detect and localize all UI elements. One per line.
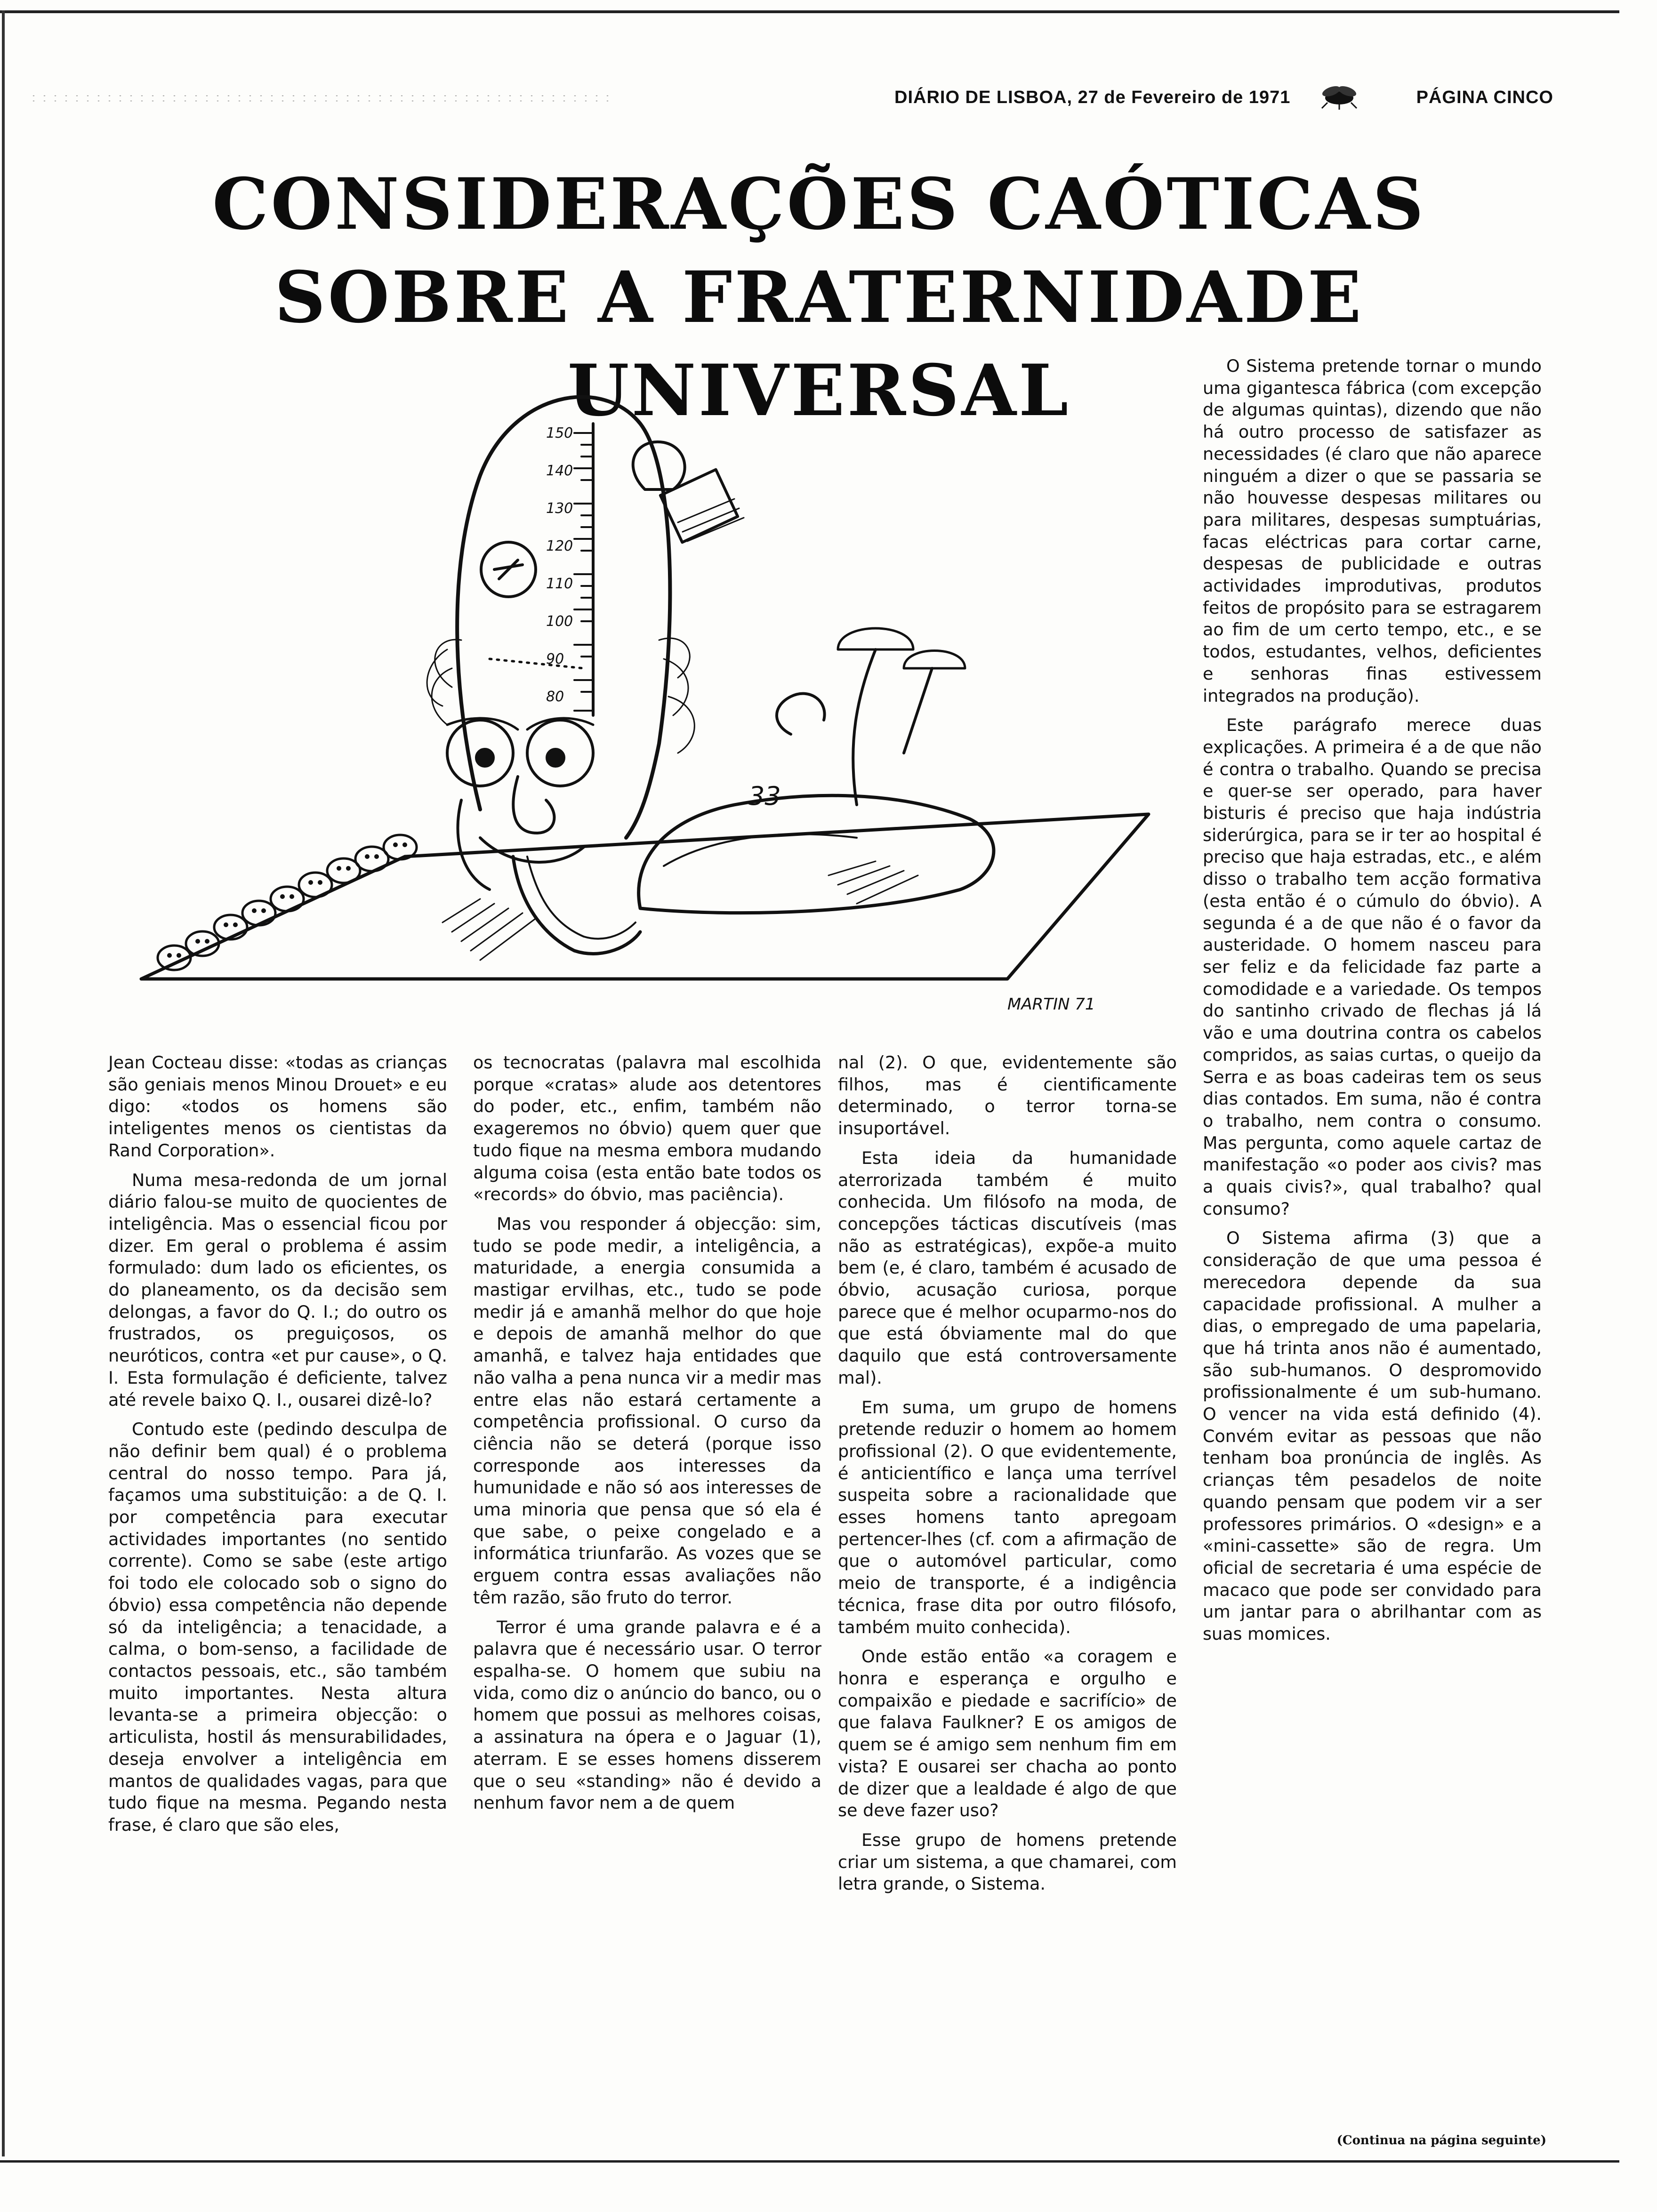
artist-signature: MARTIN 71 <box>1007 995 1095 1014</box>
paragraph: Jean Cocteau disse: «todas as crianças são geniais menos Minou Drouet» e eu digo: «todos os homens são inteligentes menos os cientistas da Rand Corporation». <box>108 1052 447 1161</box>
publication-dateline: DIÁRIO DE LISBOA, 27 de Fevereiro de 1971 <box>894 88 1291 107</box>
paragraph: O Sistema pretende tornar o mundo uma gigantesca fábrica (com excepção de algumas quintas), dizendo que não há outro processo de satisfazer as necessidades (é claro que não aparece ninguém a dizer o que se passaria se não houvesse despesas militares ou para militares, despesas sumptuárias, facas eléctricas para cortar carne, despesas de publicidade e outras actividades improdutivas, produtos feitos de propósito para se estragarem ao fim de um certo tempo, etc., e se todos, estudantes, velhos, deficientes e senhoras finas estivessem integrados na produção). <box>1203 356 1542 706</box>
caricature-drawing <box>122 367 1167 1026</box>
ruler-mark: 90 <box>546 651 564 667</box>
article-column-1 <box>108 1052 447 1836</box>
ruler-mark: 100 <box>546 613 573 630</box>
paragraph: os tecnocratas (palavra mal escolhida porque «cratas» alude aos detentores do poder, etc., enfim, também não exageremos no óbvio) quem quer que tudo fique na mesma embora mudando alguma coisa (esta então bate todos os «records» do óbvio, mas paciência). <box>473 1052 821 1205</box>
article-column-2 <box>473 1052 821 1814</box>
paragraph: Mas vou responder á objecção: sim, tudo se pode medir, a inteligência, a maturidade, a energia consumida a mastigar ervilhas, etc., tudo se pode medir já e amanhã melhor do que hoje e depois de amanhã melhor do que amanhã, e talvez haja entidades que não valha a pena nunca vir a medir mas entre elas não estará certamente a competência profissional. O curso da ciência não se deterá (porque isso corresponde aos interesses da humunidade e não só aos interesses de uma minoria que pensa que só ela é que sabe, o peixe congelado e a informática triunfarão. As vozes que se erguem contra essas avaliações não têm razão, são fruto do terror. <box>473 1213 821 1608</box>
ruler-mark: 150 <box>546 425 573 441</box>
left-margin-rule <box>2 10 5 2156</box>
paragraph: Numa mesa-redonda de um jornal diário falou-se muito de quocientes de inteligência. Mas o essencial ficou por dizer. Em geral o problema é assim formulado: dum lado os eficientes, os do planeamento, os da decisão sem delongas, a favor do Q. I.; do outro os frustrados, os preguiçosos, os neuróticos, contra «et pur cause», o Q. I. Esta formulação é deficiente, talvez até revele baixo Q. I., ousarei dizê-lo? <box>108 1170 447 1410</box>
paragraph: Esta ideia da humanidade aterrorizada também é muito conhecida. Um filósofo na moda, de concepções tácticas discutíveis (mas não as estratégicas), expõe-a muito bem (e, é claro, também é acusado de óbvio, acusação curiosa, porque parece que é melhor ocuparmo-nos do que está óbviamente mal do que daquilo que está controversamente mal). <box>838 1147 1177 1388</box>
paragraph: O Sistema afirma (3) que a consideração de que uma pessoa é merecedora depende da sua capacidade profissional. A mulher a dias, o empregado de uma papelaria, que há trinta anos não é aumentado, são sub-humanos. O despromovido profissionalmente é um sub-humano. O vencer na vida está definido (4). Convém evitar as pessoas que não tenham boa pronúncia de inglês. As crianças têm pesadelos de noite quando pensam que podem vir a ser professores primários. O «design» e a «mini-cassette» são de regra. Um oficial de secretaria é uma espécie de macaco que pode ser convidado para um jantar para o abrilhantar com as suas momices. <box>1203 1228 1542 1644</box>
paragraph: nal (2). O que, evidentemente são filhos, mas é cientificamente determinado, o terror torna-se insuportável. <box>838 1052 1177 1139</box>
article-column-4 <box>1203 355 1542 1645</box>
car-number: 33 <box>748 781 781 811</box>
paragraph: Onde estão então «a coragem e honra e esperança e orgulho e compaixão e piedade e sacrifício» de que falava Faulkner? E os amigos de quem se é amigo sem nenhum fim em vista? E ousarei ser chacha ao ponto de dizer que a lealdade é algo de que se deve fazer uso? <box>838 1646 1177 1821</box>
continuation-note: (Continua na página seguinte) <box>1336 2133 1546 2148</box>
page-number: PÁGINA CINCO <box>1416 88 1553 107</box>
ruler-mark: 110 <box>546 576 573 592</box>
article-column-3 <box>838 1052 1177 1895</box>
print-specks <box>28 93 612 103</box>
paragraph: Terror é uma grande palavra e é a palavra que é necessário usar. O terror espalha-se. O homem que subiu na vida, como diz o anúncio do banco, ou o homem que possui as melhores coisas, a assinatura na ópera e o Jaguar (1), aterram. E se esses homens disserem que o seu «standing» não é devido a nenhum favor nem a de quem <box>473 1617 821 1813</box>
paragraph: Contudo este (pedindo desculpa de não definir bem qual) é o problema central do nosso tempo. Para já, façamos uma substituição: a de Q. I. por competência para executar actividades importantes (no sentido corrente). Como se sabe (este artigo foi todo ele colocado sob o signo do óbvio) essa competência não depende só da inteligência; a tenacidade, a calma, o bom-senso, a facilidade de contactos pessoais, etc., são também muito importantes. Nesta altura levanta-se a primeira objecção: o articulista, hostil ás mensurabilidades, deseja envolver a inteligência em mantos de qualidades vagas, para que tudo fique na mesma. Pegando nesta frase, é claro que são eles, <box>108 1419 447 1835</box>
bottom-rule <box>0 2160 1619 2163</box>
paragraph: Este parágrafo merece duas explicações. A primeira é a de que não é contra o trabalho. Quando se precisa e quer-se ser operado, para haver bisturis é preciso que haja indústria siderúrgica, para se ir ter ao hospital é preciso que haja estradas, etc., e além disso o trabalho tem acção formativa (esta então é o cúmulo do óbvio). A segunda é a de que não é o favor da austeridade. O homem nasceu para ser feliz e da felicidade faz parte a comodidade e a variedade. Os tempos do santinho crivado de flechas já lá vão e uma doutrina contra os cabelos compridos, as saias curtas, o queijo da Serra e as boas cadeiras tem os seus dias contados. Em suma, não é contra o trabalho, nem contra o consumo. Mas pergunta, como aquele cartaz de manifestação «o poder aos civis? mas a quais civis?», qual trabalho? qual consumo? <box>1203 715 1542 1219</box>
ruler-mark: 120 <box>546 538 573 554</box>
headline-line-2: SOBRE A FRATERNIDADE UNIVERSAL <box>274 256 1364 432</box>
page-header <box>894 84 1553 112</box>
ruler-mark: 80 <box>546 689 564 705</box>
fly-icon <box>1318 84 1360 115</box>
headline-line-1: CONSIDERAÇÕES CAÓTICAS <box>212 163 1426 246</box>
ruler-mark: 130 <box>546 500 573 517</box>
paragraph: Esse grupo de homens pretende criar um sistema, a que chamarei, com letra grande, o Sistema. <box>838 1829 1177 1894</box>
caricature-illustration <box>122 367 1167 1026</box>
paragraph: Em suma, um grupo de homens pretende reduzir o homem ao homem profissional (2). O que evidentemente, é anticientífico e lança uma terrível suspeita sobre a racionalidade que esses homens tanto apregoam pertencer-lhes (cf. com a afirmação de que o automóvel particular, como meio de transporte, é a indigência técnica, frase dita por outro filósofo, também muito conhecida). <box>838 1397 1177 1637</box>
top-rule <box>0 10 1619 13</box>
ruler-mark: 140 <box>546 463 573 479</box>
